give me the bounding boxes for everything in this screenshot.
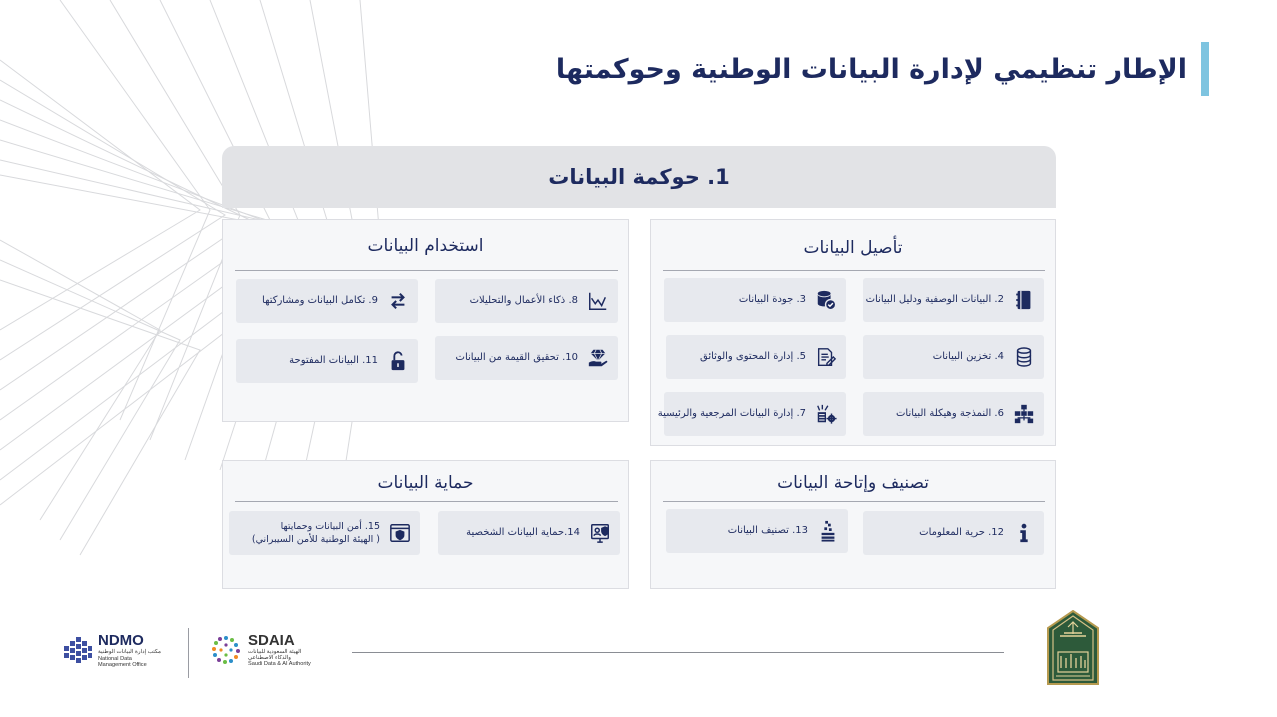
- card-label: 12. حرية المعلومات: [919, 527, 1004, 538]
- card-label: 11. البيانات المفتوحة: [289, 355, 378, 366]
- card-label: 9. تكامل البيانات ومشاركتها: [262, 295, 378, 306]
- sdaia-logo: [210, 632, 320, 672]
- ndmo-arabic: مكتب إدارة البيانات الوطنية: [98, 649, 162, 655]
- university-seal-logo: [1046, 610, 1100, 686]
- ndmo-name: NDMO: [98, 632, 144, 649]
- panel-divider: [235, 270, 618, 271]
- panel-data-usage: [222, 219, 629, 422]
- card-open-data[interactable]: [236, 339, 418, 383]
- open-lock-icon: [386, 349, 410, 373]
- ndmo-en-line2: Management Office: [98, 662, 147, 668]
- info-icon: [1012, 521, 1036, 545]
- card-business-intelligence[interactable]: [435, 279, 618, 323]
- panel-divider: [663, 501, 1045, 502]
- database-icon: [1012, 345, 1036, 369]
- card-data-storage[interactable]: [863, 335, 1044, 379]
- card-label: 8. ذكاء الأعمال والتحليلات: [469, 295, 578, 306]
- data-model-icon: [1012, 402, 1036, 426]
- panel-divider: [235, 501, 618, 502]
- card-label: 4. تخزين البيانات: [932, 351, 1004, 362]
- sdaia-name: SDAIA: [248, 632, 295, 649]
- panel-classification-access: [650, 460, 1056, 589]
- page-title: الإطار تنظيمي لإدارة البيانات الوطنية وحوكمتها: [555, 53, 1187, 85]
- panel-title: تأصيل البيانات: [803, 238, 903, 258]
- personal-data-shield-icon: [588, 521, 612, 545]
- panel-title: استخدام البيانات: [367, 236, 484, 256]
- ndmo-emblem-icon: [62, 634, 94, 666]
- card-label: 14.حماية البيانات الشخصية: [466, 527, 580, 538]
- panel-divider: [663, 270, 1045, 271]
- card-data-security[interactable]: [229, 511, 420, 555]
- card-label: 13. تصنيف البيانات: [727, 525, 808, 536]
- diamond-hand-icon: [586, 346, 610, 370]
- logo-separator: [188, 628, 189, 678]
- card-label: 10. تحقيق القيمة من البيانات: [455, 352, 578, 363]
- panel-data-foundation: [650, 219, 1056, 446]
- card-data-value[interactable]: [435, 336, 618, 380]
- card-metadata-catalog[interactable]: [863, 278, 1044, 322]
- panel-title: تصنيف وإتاحة البيانات: [777, 473, 929, 493]
- card-label: [252, 520, 380, 546]
- card-personal-data-protection[interactable]: [438, 511, 620, 555]
- reference-data-gear-icon: [814, 402, 838, 426]
- card-data-modeling[interactable]: [863, 392, 1044, 436]
- data-governance-header: 1. حوكمة البيانات: [222, 146, 1056, 208]
- sdaia-emblem-icon: [210, 634, 242, 666]
- sdaia-en: Saudi Data & AI Authority: [248, 661, 311, 667]
- analytics-chart-icon: [586, 289, 610, 313]
- ndmo-en-line1: National Data: [98, 656, 132, 662]
- sync-arrows-icon: [386, 289, 410, 313]
- card-label-line1: 15. أمن البيانات وحمايتها: [280, 521, 380, 532]
- title-block: [556, 42, 1209, 96]
- catalog-book-icon: [1012, 288, 1036, 312]
- ndmo-logo: [62, 632, 177, 672]
- footer-divider: [352, 652, 1004, 653]
- database-check-icon: [814, 288, 838, 312]
- card-label: 2. البيانات الوصفية ودليل البيانات: [865, 294, 1004, 305]
- card-content-documents[interactable]: [666, 335, 846, 379]
- card-data-quality[interactable]: [664, 278, 846, 322]
- card-data-classification[interactable]: [666, 509, 848, 553]
- cyber-security-icon: [388, 521, 412, 545]
- card-label: 5. إدارة المحتوى والوثائق: [699, 351, 806, 362]
- card-label-line2: ( الهيئة الوطنية للأمن السيبراني): [251, 534, 380, 545]
- sdaia-arabic-line2: والذكاء الاصطناعي: [248, 655, 291, 661]
- panel-data-protection: [222, 460, 629, 589]
- card-label: 3. جودة البيانات: [738, 294, 806, 305]
- classification-blocks-icon: [816, 519, 840, 543]
- title-accent-bar: [1201, 42, 1209, 96]
- panel-title: حماية البيانات: [377, 473, 474, 493]
- card-reference-master-data[interactable]: [657, 392, 846, 436]
- card-label: 7. إدارة البيانات المرجعية والرئيسية: [657, 408, 806, 419]
- card-data-integration[interactable]: [236, 279, 418, 323]
- card-label: 6. النمذجة وهيكلة البيانات: [896, 408, 1004, 419]
- sdaia-arabic-line1: الهيئة السعودية للبيانات: [248, 649, 302, 655]
- document-edit-icon: [814, 345, 838, 369]
- card-freedom-of-information[interactable]: [863, 511, 1044, 555]
